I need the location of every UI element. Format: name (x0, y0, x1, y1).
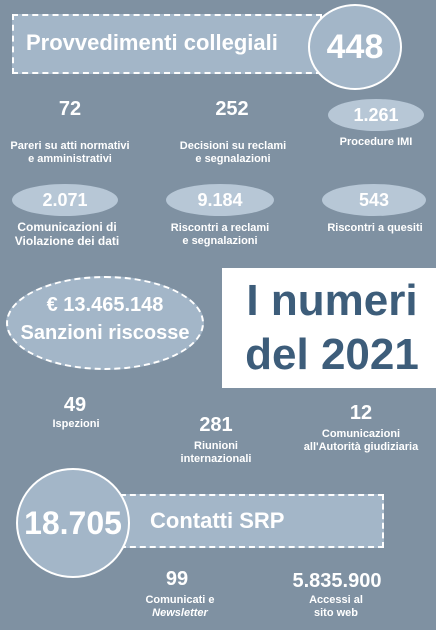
violazione-label-line2: Violazione dei dati (14, 234, 120, 249)
headline-line1: I numeri (246, 276, 418, 325)
headline-line2: del 2021 (245, 330, 419, 379)
autorita-value: 12 (349, 402, 373, 424)
violazione-label (2, 220, 132, 249)
comunicati-label (130, 594, 230, 620)
riunioni-value: 281 (199, 414, 233, 436)
pareri-label-line1: Pareri su atti normativi (10, 140, 130, 152)
ispezioni-label: Ispezioni (52, 418, 100, 430)
quesiti-pill (322, 184, 426, 216)
riscontri-reclami-label-line1: Riscontri a reclami (170, 222, 270, 234)
provvedimenti-count: 448 (326, 27, 384, 66)
accessi-label-line2: sito web (313, 607, 358, 620)
riunioni-label-line2: internazionali (180, 453, 252, 466)
riscontri-reclami-label (152, 222, 288, 248)
comunicati-value: 99 (165, 568, 189, 590)
provvedimenti-count-circle (308, 4, 402, 90)
riscontri-reclami-label-line2: e segnalazioni (182, 235, 258, 248)
riunioni-label-line1: Riunioni (194, 440, 238, 452)
autorita-label (296, 428, 426, 454)
decisioni-value: 252 (215, 98, 249, 120)
imi-label: Procedure IMI (339, 136, 413, 148)
violazione-value: 2.071 (42, 189, 88, 210)
comunicati-label-line1: Comunicati e (145, 594, 215, 606)
autorita-label-line1: Comunicazioni (321, 428, 401, 440)
decisioni-label (162, 140, 304, 166)
pareri-label (2, 140, 138, 166)
riscontri-reclami-pill (166, 184, 274, 216)
quesiti-label: Riscontri a quesiti (327, 222, 423, 234)
imi-value: 1.261 (353, 104, 399, 125)
accessi-label (286, 594, 386, 620)
decisioni-label-line1: Decisioni su reclami (179, 140, 287, 152)
pareri-value: 72 (58, 98, 82, 120)
comunicati-label-line2: Newsletter (152, 607, 208, 620)
sanzioni-amount: € 13.465.148 (46, 294, 164, 316)
contatti-count: 18.705 (24, 504, 122, 541)
pareri-label-line2: e amministrativi (28, 153, 112, 166)
contatti-title: Contatti SRP (150, 508, 285, 533)
contatti-count-circle (16, 468, 130, 578)
accessi-label-line1: Accessi al (309, 594, 363, 606)
violazione-pill (12, 184, 118, 216)
imi-pill (328, 99, 424, 131)
quesiti-value: 543 (358, 189, 390, 210)
ispezioni-value: 49 (63, 394, 87, 416)
riscontri-reclami-value: 9.184 (197, 189, 243, 210)
autorita-label-line2: all'Autorità giudiziaria (303, 441, 419, 454)
sanzioni-label: Sanzioni riscosse (20, 322, 190, 344)
accessi-value: 5.835.900 (292, 570, 382, 592)
violazione-label-line1: Comunicazioni di (17, 220, 117, 234)
provvedimenti-title: Provvedimenti collegiali (26, 30, 278, 55)
riunioni-label (160, 440, 272, 466)
decisioni-label-line2: e segnalazioni (195, 153, 271, 166)
